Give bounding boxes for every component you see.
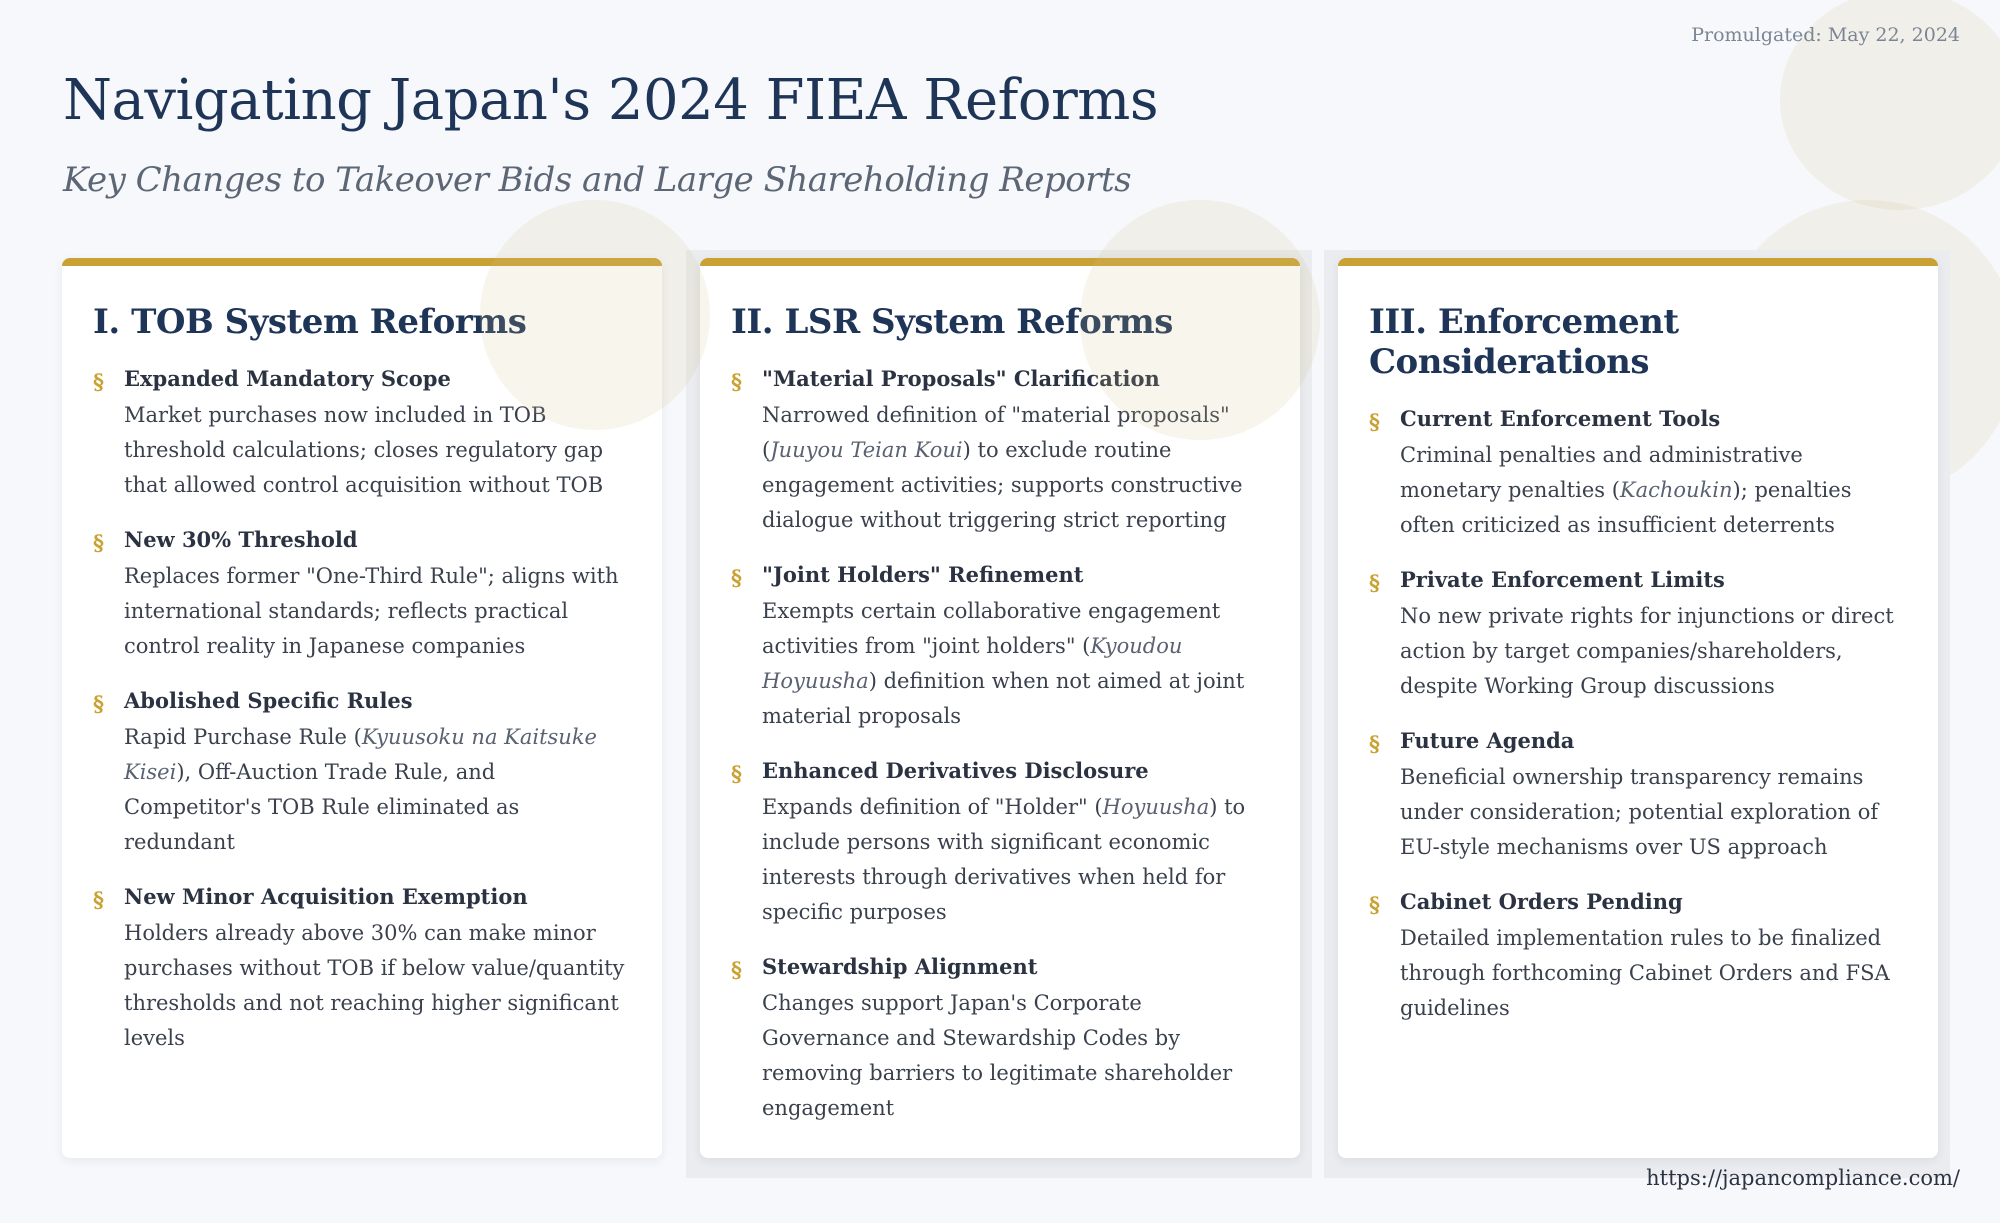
section-sign-icon: § (731, 369, 742, 394)
list-item (731, 756, 1270, 930)
item-heading: Expanded Mandatory Scope (124, 366, 451, 391)
card-title: II. LSR System Reforms (731, 302, 1173, 342)
item-description (124, 720, 632, 860)
item-heading: New Minor Acquisition Exemption (124, 884, 528, 909)
item-heading: Stewardship Alignment (762, 954, 1038, 979)
list-item (731, 952, 1270, 1126)
section-sign-icon: § (93, 369, 104, 394)
promulgation-date: Promulgated: May 22, 2024 (1691, 24, 1960, 46)
description-text: Narrowed definition of "material proposals" ( (762, 403, 1230, 462)
section-sign-icon: § (93, 887, 104, 912)
section-sign-icon: § (731, 957, 742, 982)
card-lsr-reforms (700, 258, 1300, 1158)
section-sign-icon: § (1369, 570, 1380, 595)
page-subtitle: Key Changes to Takeover Bids and Large Shareholding Reports (63, 160, 1132, 200)
description-text: Expands definition of "Holder" ( (762, 795, 1103, 819)
list-item (1369, 726, 1908, 865)
item-heading: New 30% Threshold (124, 527, 358, 552)
description-text: ) to include persons with significant economic interests through derivatives when held for specific purposes (762, 795, 1246, 924)
section-sign-icon: § (731, 761, 742, 786)
page-title: Navigating Japan's 2024 FIEA Reforms (63, 68, 1159, 133)
section-sign-icon: § (93, 530, 104, 555)
list-item (1369, 404, 1908, 543)
japanese-term: Hoyuusha (1102, 795, 1210, 819)
item-description (1400, 438, 1908, 543)
section-sign-icon: § (1369, 892, 1380, 917)
item-body (762, 560, 1270, 734)
item-body (124, 882, 632, 1056)
japanese-term: Juuyou Teian Koui (770, 438, 963, 462)
description-text: ); penalties often criticized as insufficient deterrents (1400, 478, 1852, 537)
item-body (124, 525, 632, 664)
description-text: Rapid Purchase Rule ( (124, 725, 362, 749)
description-text: ), Off-Auction Trade Rule, and Competitor's TOB Rule eliminated as redundant (124, 760, 520, 854)
item-description: Changes support Japan's Corporate Governance and Stewardship Codes by removing barriers to legitimate shareholder engagement (762, 991, 1233, 1120)
section-sign-icon: § (1369, 731, 1380, 756)
list-item (93, 525, 632, 664)
item-description: Market purchases now included in TOB threshold calculations; closes regulatory gap that allowed control acquisition without TOB (124, 403, 604, 497)
list-item (93, 686, 632, 860)
card-title: I. TOB System Reforms (93, 302, 527, 342)
item-description: Replaces former "One-Third Rule"; aligns with international standards; reflects practical control reality in Japanese companies (124, 564, 619, 658)
section-sign-icon: § (93, 691, 104, 716)
section-sign-icon: § (1369, 409, 1380, 434)
footer-url[interactable]: https://japancompliance.com/ (1646, 1166, 1960, 1190)
item-body (1400, 887, 1908, 1026)
card-title: III. Enforcement Considerations (1369, 302, 1679, 382)
japanese-term: Kachoukin (1619, 478, 1733, 502)
japanese-term: Kyoudou Hoyuusha (762, 634, 1183, 693)
item-description: No new private rights for injunctions or direct action by target companies/shareholders, despite Working Group discussions (1400, 604, 1894, 698)
item-heading: Abolished Specific Rules (124, 688, 413, 713)
item-heading: Cabinet Orders Pending (1400, 889, 1683, 914)
description-text: ) definition when not aimed at joint material proposals (762, 669, 1245, 728)
list-item (93, 364, 632, 503)
list-item (731, 560, 1270, 734)
item-body (762, 364, 1270, 538)
item-heading: Future Agenda (1400, 728, 1575, 753)
list-item (731, 364, 1270, 538)
card-tob-reforms (62, 258, 662, 1158)
item-body (124, 364, 632, 503)
item-description (762, 398, 1270, 538)
description-text: Criminal penalties and administrative monetary penalties ( (1400, 443, 1803, 502)
description-text: Exempts certain collaborative engagement activities from "joint holders" ( (762, 599, 1221, 658)
item-heading: "Joint Holders" Refinement (762, 562, 1084, 587)
list-item (93, 882, 632, 1056)
card-enforcement (1338, 258, 1938, 1158)
item-heading: Private Enforcement Limits (1400, 567, 1725, 592)
item-heading: "Material Proposals" Clarification (762, 366, 1160, 391)
japanese-term: Kyuusoku na Kaitsuke Kisei (124, 725, 597, 784)
item-body (124, 686, 632, 860)
list-item (1369, 565, 1908, 704)
item-description: Beneficial ownership transparency remains under consideration; potential exploration of EU-style mechanisms over US approach (1400, 765, 1879, 859)
item-heading: Current Enforcement Tools (1400, 406, 1721, 431)
section-sign-icon: § (731, 565, 742, 590)
item-body (762, 756, 1270, 930)
item-description: Holders already above 30% can make minor purchases without TOB if below value/quantity thresholds and not reaching higher significant levels (124, 921, 625, 1050)
item-body (762, 952, 1270, 1126)
description-text: ) to exclude routine engagement activities; supports constructive dialogue without triggering strict reporting (762, 438, 1243, 532)
item-description: Detailed implementation rules to be finalized through forthcoming Cabinet Orders and FSA guidelines (1400, 926, 1890, 1020)
item-body (1400, 726, 1908, 865)
item-body (1400, 404, 1908, 543)
item-body (1400, 565, 1908, 704)
item-heading: Enhanced Derivatives Disclosure (762, 758, 1149, 783)
item-description (762, 594, 1270, 734)
item-description (762, 790, 1270, 930)
list-item (1369, 887, 1908, 1026)
